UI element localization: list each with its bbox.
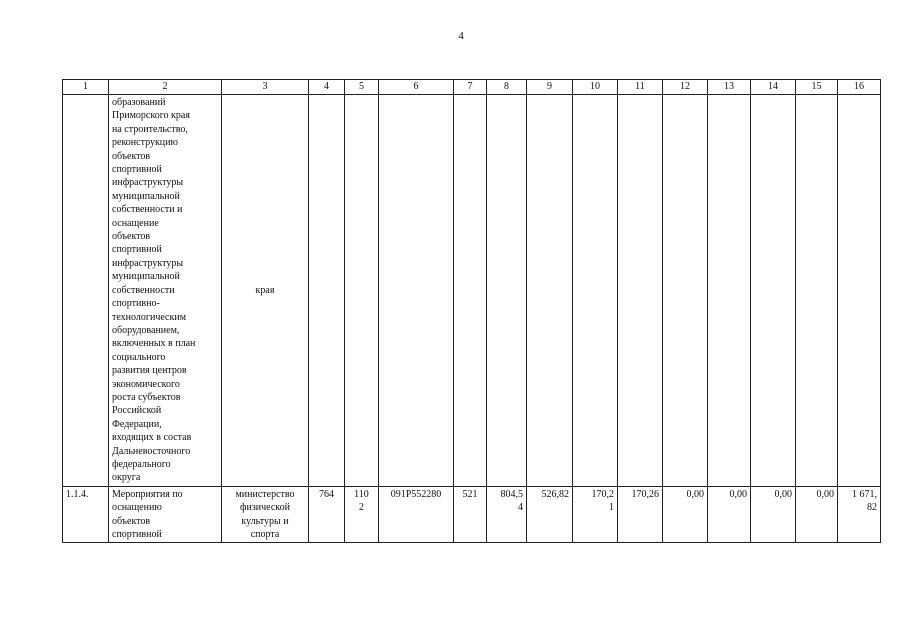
header-cell-5: 5 (345, 80, 379, 95)
cell-col16 (838, 95, 881, 487)
cell-col12: 0,00 (663, 486, 708, 543)
cell-col9: 526,82 (527, 486, 573, 543)
cell-number: 1.1.4. (63, 486, 109, 543)
cell-description: Мероприятия по оснащению объектов спортивной (109, 486, 222, 543)
header-cell-6: 6 (379, 80, 454, 95)
cell-col16: 1 671, 82 (838, 486, 881, 543)
cell-col5: 110 2 (345, 486, 379, 543)
header-cell-12: 12 (663, 80, 708, 95)
table-row-1-1-4 (63, 486, 881, 543)
cell-col15 (796, 95, 838, 487)
cell-col13 (708, 95, 751, 487)
header-cell-13: 13 (708, 80, 751, 95)
header-cell-4: 4 (309, 80, 345, 95)
cell-executor: министерство физической культуры и спорта (222, 486, 309, 543)
cell-col9 (527, 95, 573, 487)
header-cell-2: 2 (109, 80, 222, 95)
cell-col6 (379, 95, 454, 487)
cell-number (63, 95, 109, 487)
header-cell-3: 3 (222, 80, 309, 95)
cell-col7 (454, 95, 487, 487)
header-cell-10: 10 (573, 80, 618, 95)
cell-col5 (345, 95, 379, 487)
cell-col4: 764 (309, 486, 345, 543)
cell-col10 (573, 95, 618, 487)
budget-table (62, 79, 881, 543)
cell-col8: 804,5 4 (487, 486, 527, 543)
cell-executor: края (222, 95, 309, 487)
page-number: 4 (458, 30, 464, 42)
cell-col11: 170,26 (618, 486, 663, 543)
header-cell-1: 1 (63, 80, 109, 95)
cell-col13: 0,00 (708, 486, 751, 543)
header-cell-8: 8 (487, 80, 527, 95)
cell-col7: 521 (454, 486, 487, 543)
header-cell-16: 16 (838, 80, 881, 95)
cell-col14: 0,00 (751, 486, 796, 543)
cell-col14 (751, 95, 796, 487)
header-cell-9: 9 (527, 80, 573, 95)
cell-col4 (309, 95, 345, 487)
cell-col6: 091P552280 (379, 486, 454, 543)
table-header-row (63, 80, 881, 95)
cell-col15: 0,00 (796, 486, 838, 543)
cell-col12 (663, 95, 708, 487)
header-cell-7: 7 (454, 80, 487, 95)
header-cell-11: 11 (618, 80, 663, 95)
cell-col11 (618, 95, 663, 487)
cell-description: образований Приморского края на строительство, реконструкцию объектов спортивной инфраструктуры муниципальной собственности и оснащение объектов спортивной инфраструктуры муниципальной собственности спортивно- технологическим оборудованием, включенных в план социального развития центров экономического роста субъектов Российской Федерации, входящих в состав Дальневосточного федерального округа (109, 95, 222, 487)
cell-col10: 170,2 1 (573, 486, 618, 543)
header-cell-14: 14 (751, 80, 796, 95)
cell-col8 (487, 95, 527, 487)
table-row-continuation (63, 95, 881, 487)
header-cell-15: 15 (796, 80, 838, 95)
